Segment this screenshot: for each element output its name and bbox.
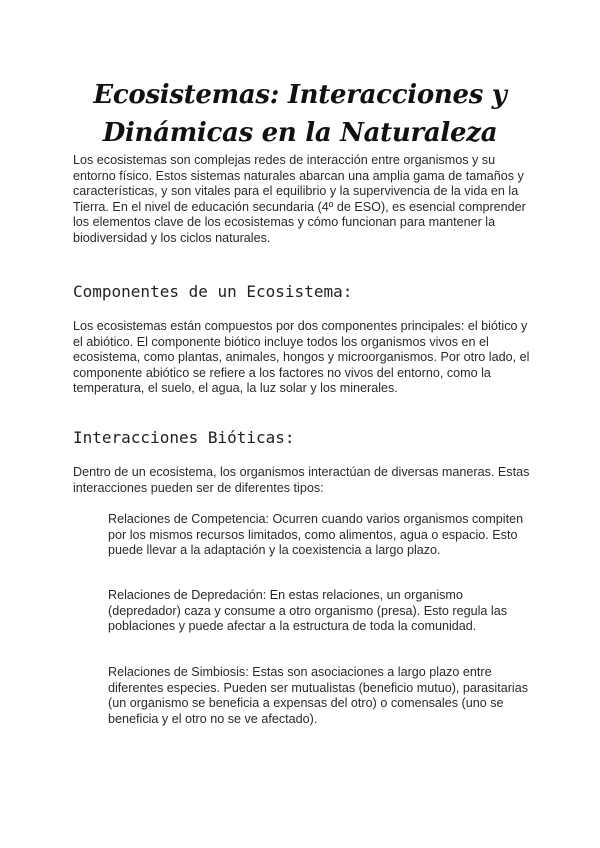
section-body-interacciones: Dentro de un ecosistema, los organismos interactúan de diversas maneras. Estas interacciones pueden ser de diferentes tipos:	[73, 465, 530, 495]
list-item-simbiosis: Relaciones de Simbiosis: Estas son asociaciones a largo plazo entre diferentes especies. Pueden ser mutualistas (beneficio mutuo), parasitarias (un organismo se beneficia a expensas del otro) o comensales (uno se beneficia y el otro no se ve afectado).	[108, 665, 529, 726]
intro-paragraph: Los ecosistemas son complejas redes de interacción entre organismos y su entorno físico. Estos sistemas naturales abarcan una amplia gama de tamaños y características, y son vitales para el equilibrio y la supervivencia de la vida en la Tierra. En el nivel de educación secundaria (4º de ESO), es esencial comprender los elementos clave de los ecosistemas y cómo funcionan para mantener la biodiversidad y los ciclos naturales.	[73, 153, 526, 245]
section-body-componentes: Los ecosistemas están compuestos por dos componentes principales: el biótico y el abiótico. El componente biótico incluye todos los organismos vivos en el ecosistema, como plantas, animales, hongos y microorganismos. Por otro lado, el componente abiótico se refiere a los factores no vivos del entorno, como la temperatura, el suelo, el agua, la luz solar y los minerales.	[73, 319, 530, 396]
list-item-competencia: Relaciones de Competencia: Ocurren cuando varios organismos compiten por los mismos recursos limitados, como alimentos, agua o espacio. Esto puede llevar a la adaptación y la coexistencia a largo plazo.	[108, 512, 524, 558]
section-heading-componentes: Componentes de un Ecosistema:	[73, 282, 353, 301]
document-title: Ecosistemas: Interacciones y Dinámicas en la Naturaleza	[93, 80, 507, 148]
list-item-depredacion: Relaciones de Depredación: En estas relaciones, un organismo (depredador) caza y consume a otro organismo (presa). Esto regula las poblaciones y puede afectar a la estructura de toda la comunidad.	[108, 588, 507, 634]
section-heading-interacciones: Interacciones Bióticas:	[73, 428, 295, 447]
